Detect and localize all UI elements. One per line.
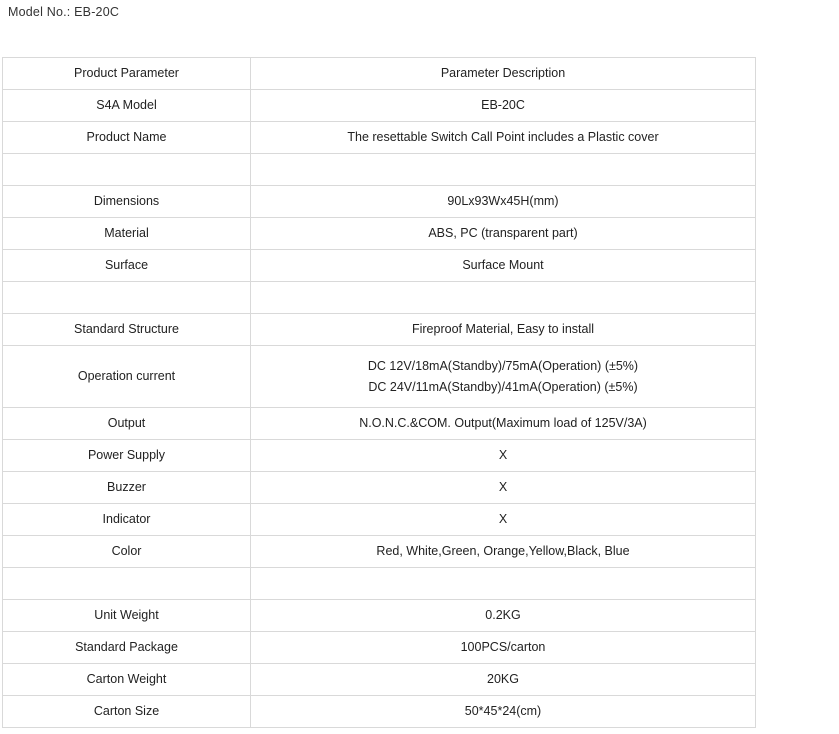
description-text: 90Lx93Wx45H(mm)	[447, 194, 559, 209]
parameter-text: Surface	[104, 258, 149, 273]
parameter-text: Standard Package	[75, 640, 178, 655]
table-row	[3, 58, 756, 90]
table-body	[3, 58, 756, 728]
parameter-cell	[3, 472, 251, 504]
spacer-cell	[3, 154, 251, 186]
parameter-cell	[3, 664, 251, 696]
table-row	[3, 696, 756, 728]
parameter-cell	[3, 632, 251, 664]
description-text: N.O.N.C.&COM. Output(Maximum load of 125V/3A)	[359, 416, 647, 431]
parameter-cell	[3, 314, 251, 346]
table-row	[3, 536, 756, 568]
description-cell	[251, 408, 756, 440]
description-text: Parameter Description	[440, 66, 566, 81]
parameter-cell	[3, 440, 251, 472]
parameter-text: Operation current	[77, 369, 176, 384]
description-cell	[251, 600, 756, 632]
table-row	[3, 664, 756, 696]
spacer-cell	[251, 568, 756, 600]
description-text: EB-20C	[481, 98, 525, 113]
description-cell	[251, 632, 756, 664]
spacer-cell	[251, 154, 756, 186]
description-text: 50*45*24(cm)	[464, 704, 542, 719]
description-cell	[251, 186, 756, 218]
parameter-cell	[3, 122, 251, 154]
parameter-text: Product Parameter	[74, 66, 179, 81]
table-row	[3, 122, 756, 154]
table-row	[3, 346, 756, 408]
description-text: The resettable Switch Call Point includes a Plastic cover	[347, 130, 659, 145]
description-text-line-2: DC 24V/11mA(Standby)/41mA(Operation) (±5%)	[368, 379, 638, 394]
description-text: Red, White,Green, Orange,Yellow,Black, Blue	[376, 544, 630, 559]
parameter-cell	[3, 218, 251, 250]
parameter-text: Carton Weight	[86, 672, 167, 687]
parameter-cell	[3, 536, 251, 568]
parameter-text: Color	[111, 544, 142, 559]
description-text: X	[498, 480, 508, 495]
parameter-cell	[3, 58, 251, 90]
parameter-text: Carton Size	[93, 704, 160, 719]
parameter-text: Product Name	[86, 130, 167, 145]
description-text: X	[498, 448, 508, 463]
description-cell	[251, 250, 756, 282]
parameter-text: Output	[107, 416, 146, 431]
parameter-text: S4A Model	[96, 98, 157, 113]
description-text: 0.2KG	[485, 608, 521, 623]
spacer-cell	[3, 282, 251, 314]
parameter-text: Standard Structure	[74, 322, 179, 337]
spacer-cell	[251, 282, 756, 314]
description-text: Fireproof Material, Easy to install	[411, 322, 594, 337]
description-cell	[251, 696, 756, 728]
table-row	[3, 314, 756, 346]
description-text: Surface Mount	[462, 258, 544, 273]
parameter-cell	[3, 600, 251, 632]
description-text: 100PCS/carton	[460, 640, 546, 655]
table-row	[3, 186, 756, 218]
table-spacer-row	[3, 154, 756, 186]
description-cell	[251, 90, 756, 122]
description-text-line-1: DC 12V/18mA(Standby)/75mA(Operation) (±5%)	[367, 358, 639, 373]
description-cell	[251, 536, 756, 568]
parameter-text: Unit Weight	[94, 608, 159, 623]
description-cell	[251, 504, 756, 536]
description-cell	[251, 664, 756, 696]
product-specification-table	[2, 57, 756, 728]
table-spacer-row	[3, 282, 756, 314]
description-text: X	[498, 512, 508, 527]
table-row	[3, 408, 756, 440]
description-text: 20KG	[487, 672, 519, 687]
table-row	[3, 90, 756, 122]
table-row	[3, 632, 756, 664]
description-cell	[251, 346, 756, 408]
spacer-cell	[3, 568, 251, 600]
parameter-cell	[3, 696, 251, 728]
description-cell	[251, 314, 756, 346]
table-row	[3, 504, 756, 536]
parameter-text: Material	[104, 226, 149, 241]
parameter-text: Indicator	[102, 512, 151, 527]
model-number-label: Model No.: EB-20C	[8, 5, 120, 19]
table-row	[3, 472, 756, 504]
parameter-cell	[3, 408, 251, 440]
parameter-text: Power Supply	[87, 448, 166, 463]
description-cell	[251, 472, 756, 504]
parameter-cell	[3, 250, 251, 282]
table-spacer-row	[3, 568, 756, 600]
description-cell	[251, 440, 756, 472]
description-cell	[251, 218, 756, 250]
table-row	[3, 600, 756, 632]
table-row	[3, 250, 756, 282]
parameter-cell	[3, 186, 251, 218]
table-row	[3, 218, 756, 250]
parameter-text: Buzzer	[107, 480, 146, 495]
table-row	[3, 440, 756, 472]
parameter-cell	[3, 346, 251, 408]
description-cell	[251, 122, 756, 154]
parameter-cell	[3, 504, 251, 536]
description-cell	[251, 58, 756, 90]
parameter-text: Dimensions	[93, 194, 160, 209]
description-text: ABS, PC (transparent part)	[428, 226, 578, 241]
parameter-cell	[3, 90, 251, 122]
